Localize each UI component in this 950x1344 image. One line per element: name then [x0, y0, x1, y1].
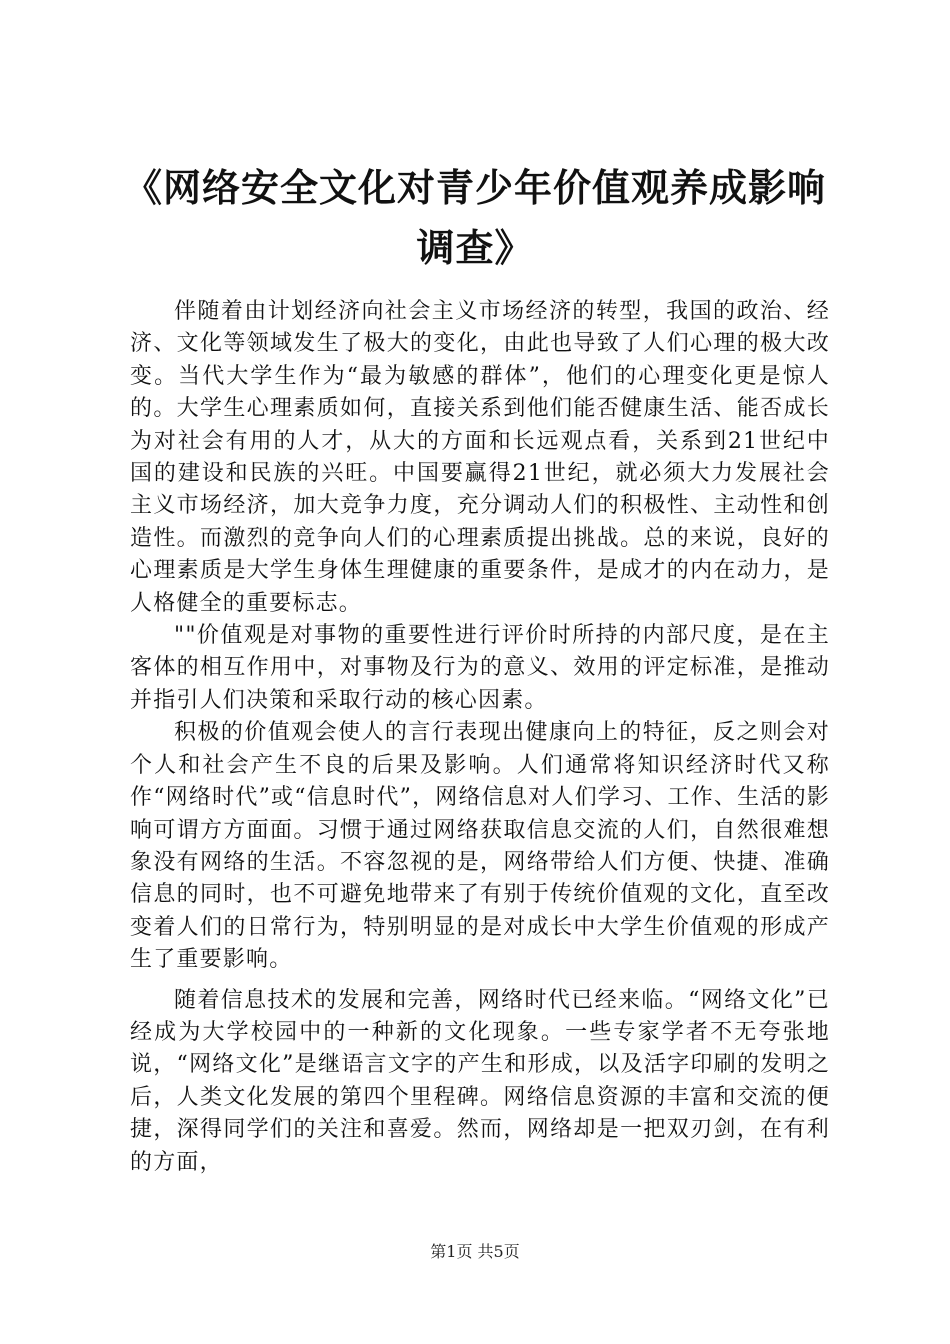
paragraph-4: 随着信息技术的发展和完善，网络时代已经来临。“网络文化”已经成为大学校园中的一种新的文化现象。一些专家学者不无夸张地说，“网络文化”是继语言文字的产生和形成，以及活字印刷的发明之后，人类文化发展的第四个里程碑。网络信息资源的丰富和交流的便捷，深得同学们的关注和喜爱。然而，网络却是一把双刃剑，在有利的方面， [130, 987, 830, 1175]
paragraph-2: ""价值观是对事物的重要性进行评价时所持的内部尺度，是在主客体的相互作用中，对事物及行为的意义、效用的评定标准，是推动并指引人们决策和采取行动的核心因素。 [130, 623, 830, 713]
page-footer: 第1页 共5页 [430, 1242, 520, 1261]
paragraph-3: 积极的价值观会使人的言行表现出健康向上的特征，反之则会对个人和社会产生不良的后果及影响。人们通常将知识经济时代又称作“网络时代”或“信息时代”，网络信息对人们学习、工作、生活的影响可谓方方面面。习惯于通过网络获取信息交流的人们，自然很难想象没有网络的生活。不容忽视的是，网络带给人们方便、快捷、准确信息的同时，也不可避免地带来了有别于传统价值观的文化，直至改变着人们的日常行为，特别明显的是对成长中大学生价值观的形成产生了重要影响。 [130, 720, 830, 973]
document-title: 《网络安全文化对青少年价值观养成影响调查》 [123, 166, 826, 270]
paragraph-1: 伴随着由计划经济向社会主义市场经济的转型，我国的政治、经济、文化等领域发生了极大的变化，由此也导致了人们心理的极大改变。当代大学生作为“最为敏感的群体”，他们的心理变化更是惊人的。大学生心理素质如何，直接关系到他们能否健康生活、能否成长为对社会有用的人才，从大的方面和长远观点看，关系到21世纪中国的建设和民族的兴旺。中国要赢得21世纪，就必须大力发展社会主义市场经济，加大竞争力度，充分调动人们的积极性、主动性和创造性。而激烈的竞争向人们的心理素质提出挑战。总的来说，良好的心理素质是大学生身体生理健康的重要条件，是成才的内在动力，是人格健全的重要标志。 [130, 299, 830, 616]
document-body [130, 296, 830, 1179]
